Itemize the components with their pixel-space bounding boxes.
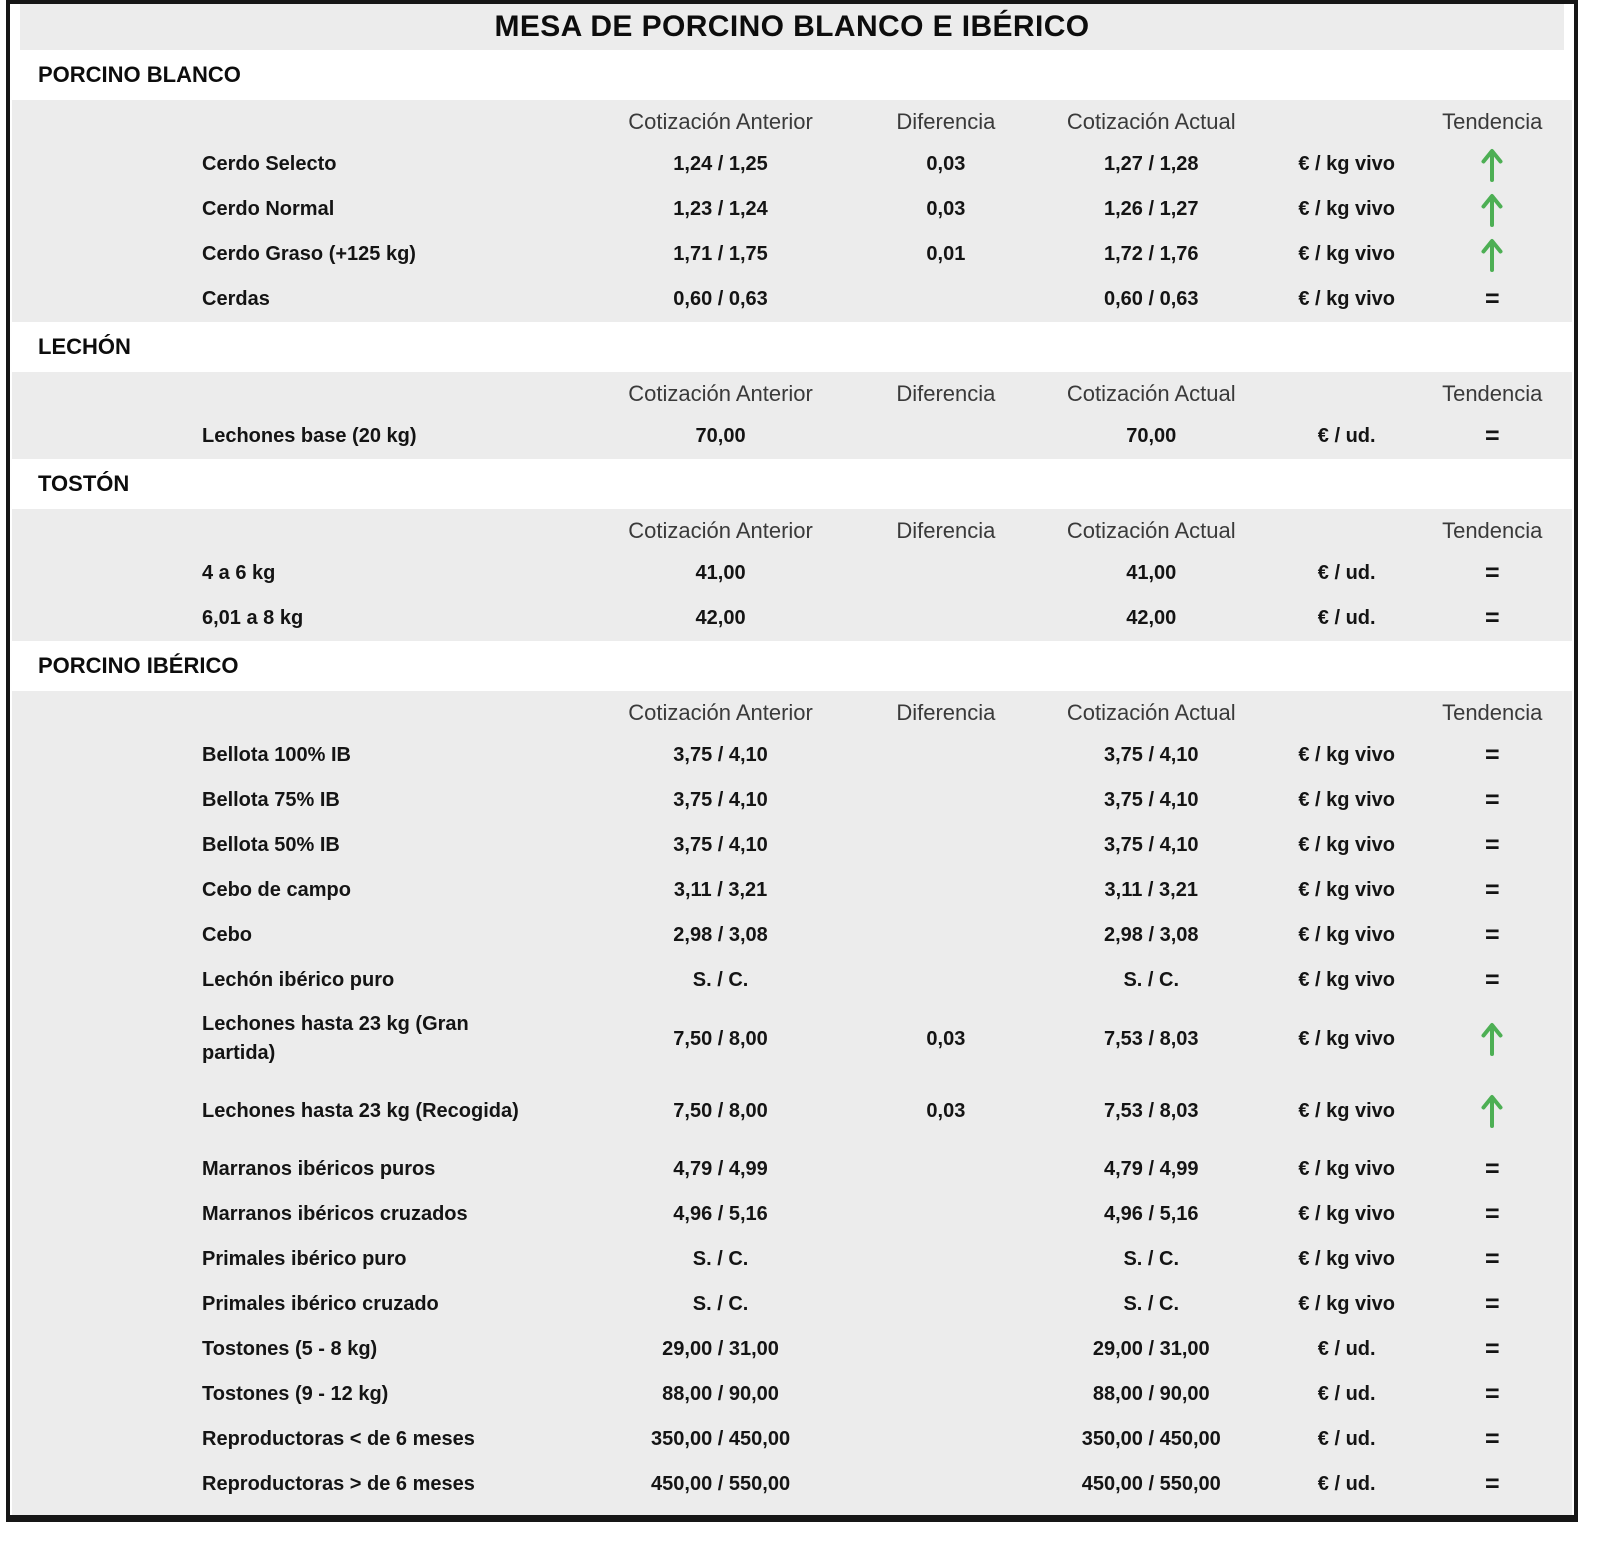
value-cotizacion-actual: 88,00 / 90,00 [1092,1383,1210,1405]
value-cotizacion-anterior: 1,23 / 1,24 [673,198,768,220]
section-rows [12,142,1572,322]
trend-cell [1412,147,1572,183]
trend-equal-icon: = [1484,1470,1500,1498]
row-label: Lechones hasta 23 kg (Recogida) [202,1099,519,1122]
row-label: Tostones (5 - 8 kg) [202,1338,378,1360]
column-header-row [12,511,1572,551]
price-section [10,322,1574,459]
column-header-diferencia: Diferencia [896,109,996,134]
value-cotizacion-actual: 3,75 / 4,10 [1104,834,1199,856]
value-cotizacion-actual: 3,75 / 4,10 [1104,789,1199,811]
value-cotizacion-anterior: S. / C. [692,1293,749,1315]
trend-cell [1412,237,1572,273]
trend-cell [1412,833,1572,858]
trend-equal-icon: = [1484,422,1500,450]
value-cotizacion-actual: 1,26 / 1,27 [1104,198,1199,220]
value-cotizacion-anterior: 29,00 / 31,00 [662,1338,779,1360]
trend-cell [1412,923,1572,948]
trend-cell [1412,1247,1572,1272]
row-label: Cerdo Normal [202,198,335,220]
trend-cell [1412,1472,1572,1497]
trend-equal-icon: = [1484,1380,1500,1408]
value-cotizacion-actual: 70,00 [1126,425,1177,447]
value-unit: € / ud. [1317,607,1376,629]
column-header-anterior: Cotización Anterior [628,381,813,406]
trend-cell [1412,878,1572,903]
trend-equal-icon: = [1484,559,1500,587]
trend-equal-icon: = [1484,966,1500,994]
trend-up-icon [1480,192,1504,228]
row-label: Lechones base (20 kg) [202,425,417,447]
value-diferencia: 0,03 [926,153,966,175]
table-row [12,1462,1572,1507]
trend-equal-icon: = [1484,921,1500,949]
column-header-anterior: Cotización Anterior [628,518,813,543]
table-row [12,414,1572,459]
table-row [12,1147,1572,1192]
price-board [6,0,1578,1522]
value-unit: € / kg vivo [1298,1203,1396,1225]
value-diferencia: 0,03 [926,1099,966,1122]
row-label: Marranos ibéricos cruzados [202,1203,468,1225]
row-label: Bellota 50% IB [202,834,340,856]
value-cotizacion-actual: 3,75 / 4,10 [1104,744,1199,766]
trend-cell [1412,561,1572,586]
value-cotizacion-anterior: 2,98 / 3,08 [673,924,768,946]
trend-equal-icon: = [1484,1425,1500,1453]
value-cotizacion-anterior: S. / C. [692,1248,749,1270]
value-unit: € / ud. [1317,1473,1376,1495]
page-title: MESA DE PORCINO BLANCO E IBÉRICO [20,4,1564,50]
value-unit: € / kg vivo [1298,1027,1396,1050]
trend-equal-icon: = [1484,876,1500,904]
row-label: Lechón ibérico puro [202,969,395,991]
value-unit: € / kg vivo [1298,1293,1396,1315]
section-table [12,691,1572,1515]
value-unit: € / ud. [1317,1383,1376,1405]
value-unit: € / kg vivo [1298,1158,1396,1180]
value-cotizacion-actual: 3,11 / 3,21 [1104,879,1198,901]
value-unit: € / ud. [1317,562,1376,584]
section-title: PORCINO IBÉRICO [10,641,1574,691]
column-header-actual: Cotización Actual [1066,518,1236,543]
trend-equal-icon: = [1484,741,1500,769]
value-cotizacion-anterior: 70,00 [695,425,746,447]
value-cotizacion-anterior: 7,50 / 8,00 [673,1027,768,1050]
row-label: 4 a 6 kg [202,562,276,584]
table-row [12,551,1572,596]
value-cotizacion-anterior: 450,00 / 550,00 [651,1473,791,1495]
value-cotizacion-actual: 4,79 / 4,99 [1104,1158,1199,1180]
trend-cell [1412,287,1572,312]
value-cotizacion-anterior: S. / C. [692,969,749,991]
table-row [12,1417,1572,1462]
trend-cell [1412,1427,1572,1452]
trend-cell [1412,968,1572,993]
table-row [12,1075,1572,1147]
value-cotizacion-anterior: 3,75 / 4,10 [673,789,768,811]
value-cotizacion-actual: 41,00 [1126,562,1177,584]
value-cotizacion-anterior: 350,00 / 450,00 [651,1428,791,1450]
value-cotizacion-actual: 450,00 / 550,00 [1081,1473,1221,1495]
value-unit: € / ud. [1317,1428,1376,1450]
value-cotizacion-anterior: 1,24 / 1,25 [673,153,768,175]
row-label: Bellota 75% IB [202,789,340,811]
value-cotizacion-anterior: 3,75 / 4,10 [673,834,768,856]
value-unit: € / ud. [1317,425,1376,447]
value-unit: € / kg vivo [1298,153,1396,175]
value-unit: € / kg vivo [1298,1248,1396,1270]
value-unit: € / kg vivo [1298,834,1396,856]
table-row [12,1192,1572,1237]
value-cotizacion-actual: S. / C. [1123,1248,1180,1270]
column-header-anterior: Cotización Anterior [628,109,813,134]
value-cotizacion-anterior: 88,00 / 90,00 [662,1383,779,1405]
value-unit: € / kg vivo [1298,744,1396,766]
value-cotizacion-anterior: 4,96 / 5,16 [673,1203,768,1225]
value-cotizacion-actual: 7,53 / 8,03 [1104,1027,1199,1050]
table-row [12,913,1572,958]
section-title: PORCINO BLANCO [10,50,1574,100]
table-row [12,1372,1572,1417]
section-rows [12,414,1572,459]
table-row [12,1282,1572,1327]
trend-equal-icon: = [1484,831,1500,859]
row-label: Reproductoras < de 6 meses [202,1428,475,1450]
value-cotizacion-anterior: 4,79 / 4,99 [673,1158,768,1180]
row-label: Cerdo Graso (+125 kg) [202,243,416,265]
value-cotizacion-anterior: 41,00 [695,562,746,584]
trend-equal-icon: = [1484,1290,1500,1318]
section-table [12,372,1572,459]
section-rows [12,733,1572,1507]
value-unit: € / kg vivo [1298,243,1396,265]
trend-equal-icon: = [1484,285,1500,313]
row-label: Tostones (9 - 12 kg) [202,1383,389,1405]
trend-cell [1412,1382,1572,1407]
row-label: Cebo [202,924,252,946]
row-label: Primales ibérico cruzado [202,1293,439,1315]
value-diferencia: 0,03 [926,1027,966,1050]
trend-up-icon [1480,1021,1504,1057]
column-header-diferencia: Diferencia [896,381,996,406]
row-label: Cerdo Selecto [202,153,337,175]
trend-cell [1412,1292,1572,1317]
row-label: Lechones hasta 23 kg (Gran partida) [202,1013,469,1064]
table-row [12,187,1572,232]
table-row [12,1327,1572,1372]
value-cotizacion-actual: 0,60 / 0,63 [1104,288,1199,310]
column-header-actual: Cotización Actual [1066,700,1236,725]
value-cotizacion-actual: 42,00 [1126,607,1177,629]
table-row [12,823,1572,868]
trend-cell [1412,192,1572,228]
row-label: Reproductoras > de 6 meses [202,1473,475,1495]
trend-cell [1412,743,1572,768]
row-label: Cebo de campo [202,879,351,901]
price-section [10,459,1574,641]
column-header-row [12,374,1572,414]
column-header-diferencia: Diferencia [896,700,996,725]
trend-cell [1412,424,1572,449]
section-table [12,509,1572,641]
table-row [12,277,1572,322]
table-row [12,868,1572,913]
table-row [12,958,1572,1003]
trend-equal-icon: = [1484,1200,1500,1228]
column-header-tendencia: Tendencia [1442,518,1543,543]
trend-equal-icon: = [1484,1155,1500,1183]
value-cotizacion-actual: 2,98 / 3,08 [1104,924,1199,946]
value-cotizacion-actual: S. / C. [1123,1293,1180,1315]
value-cotizacion-anterior: 42,00 [695,607,746,629]
table-row [12,596,1572,641]
trend-up-icon [1480,237,1504,273]
row-label: 6,01 a 8 kg [202,607,304,629]
value-diferencia: 0,03 [926,198,966,220]
value-diferencia: 0,01 [926,243,966,265]
column-header-diferencia: Diferencia [896,518,996,543]
column-header-row [12,693,1572,733]
column-header-tendencia: Tendencia [1442,700,1543,725]
trend-cell [1412,606,1572,631]
section-title: TOSTÓN [10,459,1574,509]
row-label: Marranos ibéricos puros [202,1158,436,1180]
trend-up-icon [1480,147,1504,183]
trend-cell [1412,1093,1572,1129]
column-header-actual: Cotización Actual [1066,381,1236,406]
trend-equal-icon: = [1484,604,1500,632]
trend-equal-icon: = [1484,1335,1500,1363]
value-cotizacion-anterior: 3,75 / 4,10 [673,744,768,766]
value-cotizacion-anterior: 7,50 / 8,00 [673,1099,768,1122]
sections-container [10,50,1574,1515]
table-row [12,1003,1572,1075]
price-section [10,50,1574,322]
value-cotizacion-actual: 29,00 / 31,00 [1092,1338,1210,1360]
value-cotizacion-actual: 1,72 / 1,76 [1104,243,1199,265]
table-row [12,142,1572,187]
column-header-tendencia: Tendencia [1442,381,1543,406]
value-cotizacion-actual: 350,00 / 450,00 [1081,1428,1221,1450]
trend-equal-icon: = [1484,1245,1500,1273]
section-title: LECHÓN [10,322,1574,372]
trend-cell [1412,788,1572,813]
value-cotizacion-actual: 7,53 / 8,03 [1104,1099,1199,1122]
row-label: Bellota 100% IB [202,744,351,766]
price-section [10,641,1574,1515]
trend-cell [1412,1337,1572,1362]
value-cotizacion-actual: 1,27 / 1,28 [1104,153,1199,175]
value-unit: € / kg vivo [1298,288,1396,310]
value-unit: € / kg vivo [1298,969,1396,991]
trend-equal-icon: = [1484,786,1500,814]
value-unit: € / kg vivo [1298,924,1396,946]
column-header-tendencia: Tendencia [1442,109,1543,134]
column-header-actual: Cotización Actual [1066,109,1236,134]
section-table [12,100,1572,322]
value-unit: € / kg vivo [1298,789,1396,811]
section-rows [12,551,1572,641]
value-unit: € / kg vivo [1298,1099,1396,1122]
trend-cell [1412,1157,1572,1182]
trend-up-icon [1480,1093,1504,1129]
value-unit: € / kg vivo [1298,198,1396,220]
value-cotizacion-actual: 4,96 / 5,16 [1104,1203,1199,1225]
table-row [12,1237,1572,1282]
value-cotizacion-anterior: 1,71 / 1,75 [673,243,768,265]
value-cotizacion-anterior: 3,11 / 3,21 [673,879,768,901]
table-row [12,778,1572,823]
row-label: Cerdas [202,288,270,310]
column-header-row [12,102,1572,142]
row-label: Primales ibérico puro [202,1248,407,1270]
value-cotizacion-actual: S. / C. [1123,969,1180,991]
value-unit: € / kg vivo [1298,879,1396,901]
column-header-anterior: Cotización Anterior [628,700,813,725]
trend-cell [1412,1021,1572,1057]
table-row [12,232,1572,277]
table-row [12,733,1572,778]
value-unit: € / ud. [1317,1338,1376,1360]
value-cotizacion-anterior: 0,60 / 0,63 [673,288,768,310]
trend-cell [1412,1202,1572,1227]
